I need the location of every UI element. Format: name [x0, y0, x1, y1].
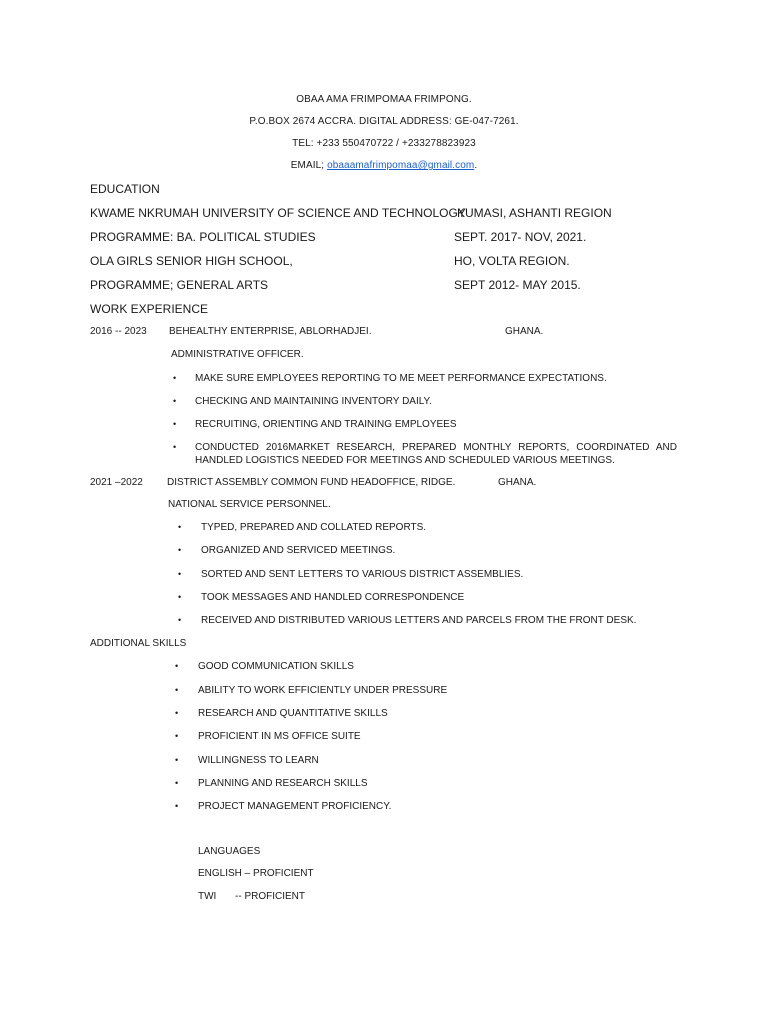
language-separator: --	[235, 891, 245, 902]
skill-item: WILLINGNESS TO LEARN	[198, 755, 319, 766]
education-entry-left: OLA GIRLS SENIOR HIGH SCHOOL,	[90, 254, 293, 268]
education-entry-right: SEPT 2012- MAY 2015.	[454, 278, 581, 292]
applicant-name: OBAA AMA FRIMPOMAA FRIMPONG.	[296, 94, 472, 105]
job-dates: 2016 -- 2023	[90, 326, 147, 337]
education-entry-left: PROGRAMME; GENERAL ARTS	[90, 278, 269, 292]
job-role: ADMINISTRATIVE OFFICER.	[171, 349, 304, 360]
language-name: TWI	[198, 891, 217, 902]
skill-item: PLANNING AND RESEARCH SKILLS	[198, 778, 368, 789]
job-duty: TYPED, PREPARED AND COLLATED REPORTS.	[201, 522, 427, 533]
bullet-icon: •	[173, 419, 177, 429]
bullet-icon: •	[178, 545, 182, 555]
work-experience-heading: WORK EXPERIENCE	[90, 302, 209, 316]
education-entry-right: KUMASI, ASHANTI REGION	[457, 206, 612, 220]
bullet-icon: •	[178, 592, 182, 602]
education-entry-left: KWAME NKRUMAH UNIVERSITY OF SCIENCE AND TECHNOLOGY	[90, 206, 466, 220]
bullet-icon: •	[173, 373, 177, 383]
job-duty: RECEIVED AND DISTRIBUTED VARIOUS LETTERS AND PARCELS FROM THE FRONT DESK.	[201, 615, 637, 626]
bullet-icon: •	[175, 708, 179, 718]
postal-address: P.O.BOX 2674 ACCRA. DIGITAL ADDRESS: GE-047-7261.	[249, 116, 519, 127]
skill-item: RESEARCH AND QUANTITATIVE SKILLS	[198, 708, 388, 719]
skill-item: PROJECT MANAGEMENT PROFICIENCY.	[198, 801, 392, 812]
job-role: NATIONAL SERVICE PERSONNEL.	[168, 499, 331, 510]
skill-item: PROFICIENT IN MS OFFICE SUITE	[198, 731, 361, 742]
skill-item: GOOD COMMUNICATION SKILLS	[198, 661, 354, 672]
language-separator: –	[241, 868, 254, 879]
job-country: GHANA.	[498, 477, 537, 488]
skill-item: ABILITY TO WORK EFFICIENTLY UNDER PRESSURE	[198, 685, 448, 696]
education-entry-right: HO, VOLTA REGION.	[454, 254, 570, 268]
job-duty: TOOK MESSAGES AND HANDLED CORRESPONDENCE	[201, 592, 465, 603]
job-employer: DISTRICT ASSEMBLY COMMON FUND HEADOFFICE, RIDGE.	[167, 477, 456, 488]
job-duty: CHECKING AND MAINTAINING INVENTORY DAILY.	[195, 396, 432, 407]
languages-heading: LANGUAGES	[198, 846, 261, 857]
bullet-icon: •	[173, 442, 177, 452]
job-employer: BEHEALTHY ENTERPRISE, ABLORHADJEI.	[169, 326, 372, 337]
bullet-icon: •	[175, 778, 179, 788]
education-heading: EDUCATION	[90, 182, 160, 196]
bullet-icon: •	[175, 731, 179, 741]
job-duty: ORGANIZED AND SERVICED MEETINGS.	[201, 545, 396, 556]
language-item	[198, 868, 314, 879]
bullet-icon: •	[175, 801, 179, 811]
education-entry-left: PROGRAMME: BA. POLITICAL STUDIES	[90, 230, 316, 244]
job-duty: SORTED AND SENT LETTERS TO VARIOUS DISTRICT ASSEMBLIES.	[201, 569, 524, 580]
email-link[interactable]: obaaamafrimpomaa@gmail.com	[327, 160, 475, 171]
bullet-icon: •	[178, 522, 182, 532]
job-duty: CONDUCTED 2016MARKET RESEARCH, PREPARED MONTHLY REPORTS, COORDINATED AND HANDLED LOGISTICS NEEDED FOR MEETINGS AND SCHEDULED VARIOUS MEETINGS.	[195, 442, 677, 466]
language-name: ENGLISH	[198, 868, 242, 879]
additional-skills-heading: ADDITIONAL SKILLS	[90, 638, 187, 649]
bullet-icon: •	[175, 755, 179, 765]
job-dates: 2021 –2022	[90, 477, 143, 488]
language-level: PROFICIENT	[244, 891, 306, 902]
bullet-icon: •	[175, 661, 179, 671]
bullet-icon: •	[175, 685, 179, 695]
bullet-icon: •	[178, 569, 182, 579]
language-item	[198, 891, 305, 902]
job-duty: MAKE SURE EMPLOYEES REPORTING TO ME MEET PERFORMANCE EXPECTATIONS.	[195, 373, 607, 384]
email-label: EMAIL;	[290, 160, 328, 171]
job-country: GHANA.	[505, 326, 544, 337]
telephone: TEL: +233 550470722 / +233278823923	[292, 138, 476, 149]
education-entry-right: SEPT. 2017- NOV, 2021.	[454, 230, 587, 244]
bullet-icon: •	[173, 396, 177, 406]
email-end: .	[474, 160, 478, 171]
bullet-icon: •	[178, 615, 182, 625]
language-level: PROFICIENT	[253, 868, 314, 879]
job-duty: RECRUITING, ORIENTING AND TRAINING EMPLOYEES	[195, 419, 457, 430]
email-line	[0, 160, 768, 171]
